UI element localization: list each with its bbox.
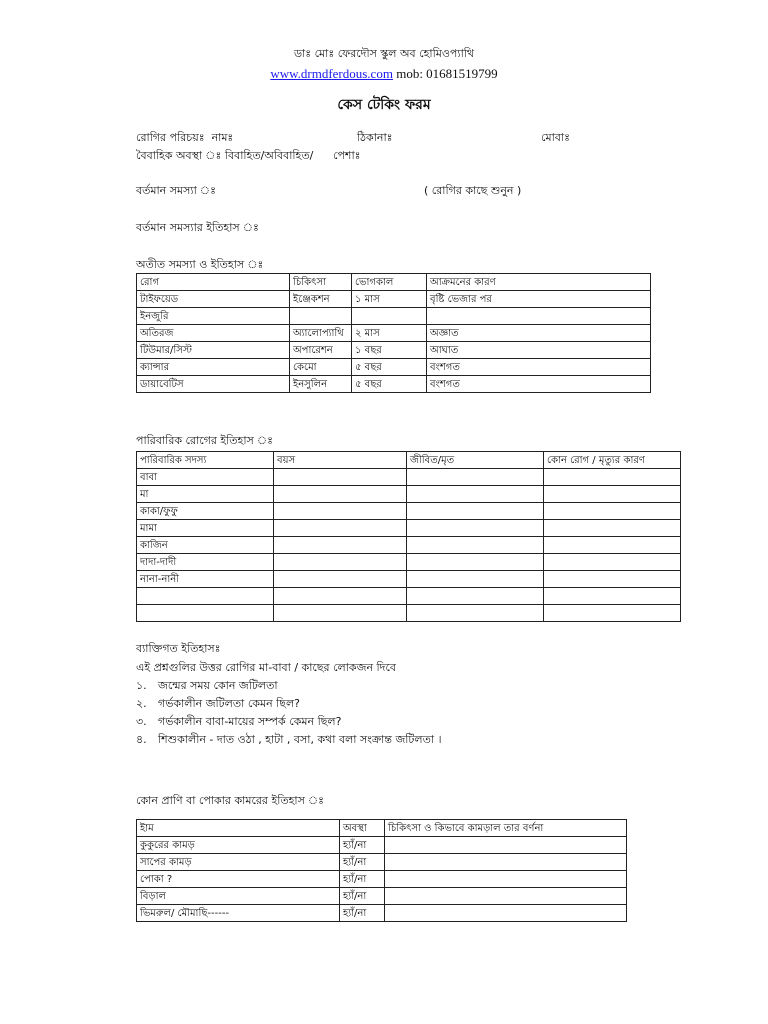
patient-intro-label: রোগির পরিচয়ঃ [136, 131, 205, 144]
question-text: শিশুকালীন - দাত ওঠা , হাটা , বসা, কথা বলা সংক্রান্ত জটিলতা । [158, 733, 442, 746]
family-cell: মা [137, 486, 274, 503]
bite-cell [385, 888, 627, 905]
table-row [137, 359, 651, 376]
family-cell [407, 520, 544, 537]
table-row [137, 571, 681, 588]
mobile-number: mob: 01681519799 [396, 66, 498, 81]
past-cell: আঘাত [427, 342, 651, 359]
list-item [136, 731, 442, 749]
contact-line [0, 66, 768, 81]
family-cell [407, 537, 544, 554]
personal-history-label: ব্যাক্তিগত ইতিহাসঃ [136, 642, 221, 655]
table-row [137, 605, 681, 622]
past-cell: ইনজুরি [137, 308, 290, 325]
bite-cell [385, 837, 627, 854]
past-cell: বংশগত [427, 359, 651, 376]
question-number: ৪. [136, 733, 147, 746]
question-number: ২. [136, 697, 147, 710]
past-cell: টিউমার/সিস্ট [137, 342, 290, 359]
marital-status-label: বৈবাহিক অবস্থা ঃ বিবাহিত/অবিবাহিত/ [136, 149, 314, 162]
past-cell [352, 308, 427, 325]
bite-cell: ভিমরুল/ মৌমাছি------ [137, 905, 340, 922]
bite-cell: কুকুরের কামড় [137, 837, 340, 854]
question-number: ৩. [136, 715, 147, 728]
past-cell: ক্যান্সার [137, 359, 290, 376]
bite-cell [385, 854, 627, 871]
family-cell [137, 605, 274, 622]
form-title: কেস টেকিং ফরম [337, 97, 431, 113]
table-row [137, 520, 681, 537]
family-cell [544, 469, 681, 486]
family-history-label: পারিবারিক রোগের ইতিহাস ঃ [136, 434, 274, 447]
question-text: জন্মের সময় কোন জটিলতা [158, 679, 278, 692]
table-row [137, 325, 651, 342]
family-cell [407, 469, 544, 486]
table-row [137, 486, 681, 503]
table-row [137, 588, 681, 605]
past-cell [290, 308, 352, 325]
bite-cell [385, 905, 627, 922]
table-row [137, 342, 651, 359]
bite-cell: হ্যাঁ/না [340, 871, 385, 888]
past-history-label: অতীত সমস্যা ও ইতিহাস ঃ [136, 258, 264, 271]
table-row [137, 503, 681, 520]
table-row [137, 554, 681, 571]
bite-cell: হ্যাঁ/না [340, 905, 385, 922]
list-item [136, 677, 442, 695]
family-cell [274, 554, 407, 571]
past-cell: ইঞ্জেকশন [290, 291, 352, 308]
family-cell [407, 571, 544, 588]
family-history-table [136, 451, 681, 622]
table-row [137, 376, 651, 393]
family-cell [274, 537, 407, 554]
bite-cell: হ্যাঁ/না [340, 854, 385, 871]
question-text: গর্ভকালীন বাবা-মায়ের সম্পর্ক কেমন ছিল? [158, 715, 342, 728]
past-cell: কেমো [290, 359, 352, 376]
bite-cell: বিড়াল [137, 888, 340, 905]
past-cell: ৫ বছর [352, 359, 427, 376]
past-header-cell: চিকিৎসা [290, 274, 352, 291]
patient-name-label: নামঃ [211, 131, 234, 144]
past-header-cell: ভোগকাল [352, 274, 427, 291]
family-cell: মামা [137, 520, 274, 537]
bite-header-cell: অবস্থা [340, 820, 385, 837]
family-cell [274, 605, 407, 622]
family-cell: কাকা/ফুফু [137, 503, 274, 520]
patient-mobile-label: মোবাঃ [541, 131, 570, 144]
family-cell: দাদা-দাদী [137, 554, 274, 571]
list-item [136, 713, 442, 731]
family-cell [137, 588, 274, 605]
bite-cell: হ্যাঁ/না [340, 837, 385, 854]
personal-history-questions [136, 677, 442, 749]
current-problem-note: ( রোগির কাছে শুনুন ) [424, 184, 522, 197]
table-row [137, 291, 651, 308]
family-cell [407, 486, 544, 503]
family-cell [544, 588, 681, 605]
past-cell: ডায়াবেটিস [137, 376, 290, 393]
past-cell: ২ মাস [352, 325, 427, 342]
family-cell: নানা-নানী [137, 571, 274, 588]
table-row [137, 537, 681, 554]
family-header-row [137, 452, 681, 469]
table-row [137, 888, 627, 905]
past-cell: ১ মাস [352, 291, 427, 308]
table-row [137, 469, 681, 486]
past-cell: ১ বছর [352, 342, 427, 359]
question-text: গর্ভকালীন জটিলতা কেমন ছিল? [158, 697, 300, 710]
bite-header-cell: চিকিৎসা ও কিভাবে কামড়াল তার বর্ণনা [385, 820, 627, 837]
family-cell [407, 588, 544, 605]
family-cell [274, 503, 407, 520]
past-header-cell: আক্রমনের কারণ [427, 274, 651, 291]
family-header-cell: কোন রোগ / মৃত্যুর কারণ [544, 452, 681, 469]
family-header-cell: পারিবারিক সদস্য [137, 452, 274, 469]
family-cell [544, 571, 681, 588]
family-cell [407, 503, 544, 520]
list-item [136, 695, 442, 713]
bite-cell: পোকা ? [137, 871, 340, 888]
family-cell [544, 520, 681, 537]
family-header-cell: জীবিত/মৃত [407, 452, 544, 469]
family-cell [274, 588, 407, 605]
table-row [137, 905, 627, 922]
bite-cell [385, 871, 627, 888]
family-cell [274, 469, 407, 486]
table-row [137, 837, 627, 854]
table-row [137, 854, 627, 871]
table-row [137, 308, 651, 325]
personal-history-intro: এই প্রশ্নগুলির উত্তর রোগির মা-বাবা / কাছের লোকজন দিবে [136, 661, 396, 674]
table-row [137, 871, 627, 888]
family-cell [544, 537, 681, 554]
past-header-row [137, 274, 651, 291]
past-cell: বংশগত [427, 376, 651, 393]
family-cell [544, 503, 681, 520]
bite-header-cell: ইাম [137, 820, 340, 837]
family-cell [407, 605, 544, 622]
family-cell [544, 486, 681, 503]
patient-address-label: ঠিকানাঃ [357, 131, 393, 144]
past-cell: ইনসুলিন [290, 376, 352, 393]
family-cell [274, 486, 407, 503]
past-cell: অজ্ঞাত [427, 325, 651, 342]
clinic-name: ডাঃ মোঃ ফেরদৌস স্কুল অব হোমিওপ্যাথি [293, 47, 475, 60]
past-cell: টাইফয়েড [137, 291, 290, 308]
bite-cell: সাপের কামড় [137, 854, 340, 871]
patient-intro [136, 131, 233, 145]
bite-history-table [136, 819, 627, 922]
past-cell: অ্যালোপ্যাথি [290, 325, 352, 342]
past-cell: ৫ বছর [352, 376, 427, 393]
family-header-cell: বয়স [274, 452, 407, 469]
family-cell [544, 605, 681, 622]
question-number: ১. [136, 679, 147, 692]
family-cell [274, 520, 407, 537]
bite-history-label: কোন প্রাণি বা পোকার কামরের ইতিহাস ঃ [136, 794, 325, 807]
family-cell [544, 554, 681, 571]
past-cell: অতিরজ [137, 325, 290, 342]
current-problem-label: বর্তমান সমস্যা ঃ [136, 184, 216, 197]
profession-label: পেশাঃ [333, 149, 361, 162]
past-cell: বৃষ্টি ভেজার পর [427, 291, 651, 308]
website-link[interactable]: www.drmdferdous.com [270, 66, 393, 81]
past-cell: অপারেশন [290, 342, 352, 359]
family-cell: কাজিন [137, 537, 274, 554]
current-history-label: বর্তমান সমস্যার ইতিহাস ঃ [136, 221, 259, 234]
family-cell [274, 571, 407, 588]
past-header-cell: রোগ [137, 274, 290, 291]
family-cell: বাবা [137, 469, 274, 486]
family-cell [407, 554, 544, 571]
past-history-table [136, 273, 651, 393]
bite-cell: হ্যাঁ/না [340, 888, 385, 905]
bite-header-row [137, 820, 627, 837]
past-cell [427, 308, 651, 325]
